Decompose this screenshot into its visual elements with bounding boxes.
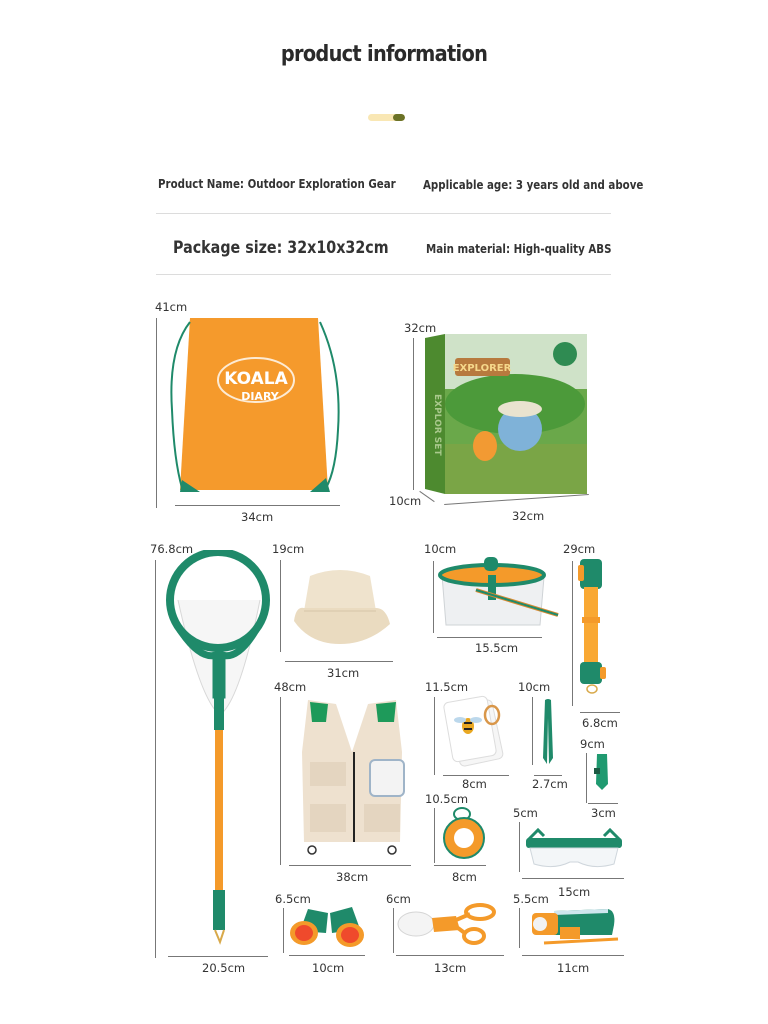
cards-height-label: 11.5cm	[425, 680, 469, 694]
net-width-label: 20.5cm	[202, 961, 246, 975]
dimension-line	[393, 908, 394, 953]
binoculars-image	[288, 903, 368, 951]
dimension-line	[588, 803, 618, 804]
product-name-label: Product Name: Outdoor Exploration Gear	[158, 176, 396, 191]
dimension-line	[532, 697, 533, 765]
dimension-line	[289, 865, 411, 866]
dimension-line	[586, 753, 587, 803]
periscope-telescope-image	[576, 557, 616, 697]
box-width-label: 32cm	[512, 509, 545, 523]
insect-cards-image	[440, 693, 510, 771]
flashlight-width-label: 11cm	[557, 961, 590, 975]
magnifier-image	[440, 806, 488, 862]
dimension-line	[437, 637, 542, 638]
dimension-line	[534, 775, 562, 776]
dimension-line	[434, 865, 486, 866]
dimension-line	[168, 956, 268, 957]
package-size-label: Package size: 32x10x32cm	[173, 238, 389, 258]
tweezers-width-label: 2.7cm	[532, 777, 568, 791]
dimension-line	[289, 955, 365, 956]
page-title: product information	[280, 42, 488, 67]
gift-box-image	[425, 334, 590, 496]
box-height-label: 32cm	[404, 321, 437, 335]
dimension-line	[580, 712, 620, 713]
bucket-hat-image	[288, 566, 393, 651]
drawstring-bag-image	[160, 310, 350, 500]
dimension-line	[434, 808, 435, 863]
safety-goggles-image	[524, 822, 624, 874]
svg-text:DIARY: DIARY	[241, 390, 279, 403]
bug-box-width-label: 15.5cm	[475, 641, 519, 655]
bag-height-label: 41cm	[155, 300, 188, 314]
dimension-line	[434, 697, 435, 775]
dimension-line	[443, 775, 509, 776]
telescope-width-label: 6.8cm	[582, 716, 618, 730]
divider	[156, 213, 611, 214]
divider	[156, 274, 611, 275]
bag-logo-text: KOALA	[224, 369, 288, 389]
box-depth-label: 10cm	[389, 494, 422, 508]
applicable-age-label: Applicable age: 3 years old and above	[423, 177, 644, 192]
binoculars-height-label: 6.5cm	[275, 892, 311, 906]
binoculars-width-label: 10cm	[312, 961, 345, 975]
dimension-line	[280, 560, 281, 652]
dimension-line	[522, 878, 624, 879]
flashlight-image	[524, 905, 624, 950]
bag-width-label: 34cm	[241, 510, 274, 524]
vest-height-label: 48cm	[274, 680, 307, 694]
bug-viewer-box-image	[436, 555, 564, 630]
dimension-line	[285, 661, 393, 662]
dimension-line	[156, 318, 157, 508]
dimension-line	[519, 908, 520, 948]
explorer-vest-image	[288, 692, 418, 864]
scoop-width-label: 13cm	[434, 961, 467, 975]
dimension-line	[283, 908, 284, 953]
dimension-line	[519, 822, 520, 872]
whistle-width-label: 3cm	[591, 806, 616, 820]
dimension-line	[572, 561, 573, 706]
magnifier-width-label: 8cm	[452, 870, 477, 884]
net-height-label: 76.8cm	[150, 542, 194, 556]
whistle-image	[592, 752, 612, 792]
butterfly-net-image	[160, 550, 280, 950]
tweezers-height-label: 10cm	[518, 680, 551, 694]
scoop-height-label: 6cm	[386, 892, 411, 906]
dimension-line	[280, 697, 281, 865]
cards-width-label: 8cm	[462, 777, 487, 791]
flashlight-height-label: 5.5cm	[513, 892, 549, 906]
whistle-height-label: 9cm	[580, 737, 605, 751]
dimension-line	[522, 955, 624, 956]
vest-width-label: 38cm	[336, 870, 369, 884]
hat-height-label: 19cm	[272, 542, 305, 556]
telescope-height-label: 29cm	[563, 542, 596, 556]
title-decoration-pill	[368, 114, 405, 121]
goggles-width-label: 15cm	[558, 885, 591, 899]
tweezers-image	[537, 698, 559, 766]
main-material-label: Main material: High-quality ABS	[426, 241, 612, 256]
dimension-line	[433, 561, 434, 633]
dimension-line	[396, 955, 504, 956]
svg-text:EXPLORER: EXPLORER	[452, 363, 512, 374]
bug-catcher-scoop-image	[396, 902, 504, 950]
dimension-line	[155, 560, 156, 958]
magnifier-height-label: 10.5cm	[425, 792, 469, 806]
dimension-line	[175, 505, 340, 506]
bug-box-height-label: 10cm	[424, 542, 457, 556]
hat-width-label: 31cm	[327, 666, 360, 680]
dimension-line	[413, 338, 414, 490]
svg-text:EXPLOR SET: EXPLOR SET	[432, 394, 442, 456]
goggles-height-label: 5cm	[513, 806, 538, 820]
